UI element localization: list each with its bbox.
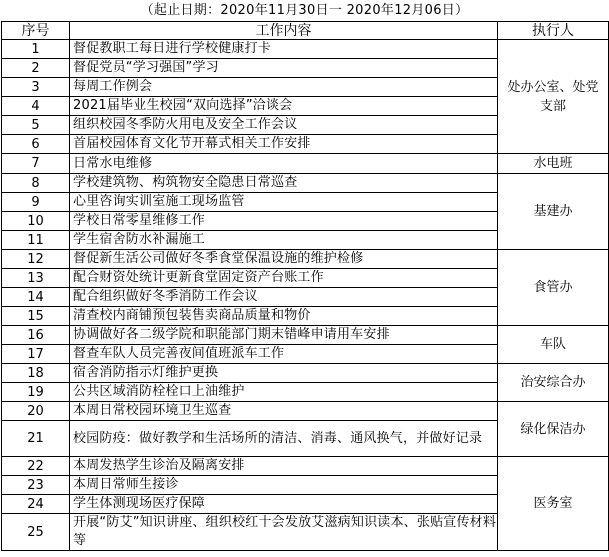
row-task: 协调做好各二级学院和职能部门期末错峰申请用车安排 bbox=[70, 326, 498, 345]
date-range-caption: （起止日期：2020年11月30日一 2020年12月06日） bbox=[140, 3, 469, 18]
row-task: 宿舍消防指示灯维护更换 bbox=[70, 364, 498, 383]
row-task: 本周日常校园环境卫生巡查 bbox=[70, 402, 498, 421]
row-number: 3 bbox=[2, 78, 70, 97]
row-number: 5 bbox=[2, 116, 70, 135]
row-task: 本周日常师生接诊 bbox=[70, 476, 498, 495]
header-row bbox=[2, 22, 609, 40]
owner-cell: 医务室 bbox=[498, 457, 609, 551]
row-number: 17 bbox=[2, 345, 70, 364]
row-task: 2021届毕业生校园“双向选择”洽谈会 bbox=[70, 97, 498, 116]
row-number: 11 bbox=[2, 231, 70, 250]
row-number: 19 bbox=[2, 383, 70, 402]
owner-cell: 水电班 bbox=[498, 154, 609, 174]
owner-cell: 治安综合办 bbox=[498, 364, 609, 402]
row-number: 2 bbox=[2, 59, 70, 78]
row-number: 6 bbox=[2, 135, 70, 154]
row-number: 13 bbox=[2, 269, 70, 288]
row-number: 18 bbox=[2, 364, 70, 383]
header-serial-number: 序号 bbox=[2, 22, 70, 40]
row-number: 20 bbox=[2, 402, 70, 421]
row-task: 日常水电维修 bbox=[70, 154, 498, 174]
row-number: 23 bbox=[2, 476, 70, 495]
row-task: 心里咨询实训室施工现场监管 bbox=[70, 193, 498, 212]
table-row bbox=[2, 154, 609, 174]
owner-cell: 车队 bbox=[498, 326, 609, 364]
owner-cell: 基建办 bbox=[498, 174, 609, 250]
row-task: 学校日常零星维修工作 bbox=[70, 212, 498, 231]
table-row bbox=[2, 457, 609, 476]
row-number: 16 bbox=[2, 326, 70, 345]
row-task: 督促教职工每日进行学校健康打卡 bbox=[70, 40, 498, 59]
row-task: 学校建筑物、构筑物安全隐患日常巡查 bbox=[70, 174, 498, 193]
owner-cell: 绿化保洁办 bbox=[498, 402, 609, 457]
row-number: 24 bbox=[2, 495, 70, 514]
table-row bbox=[2, 402, 609, 421]
row-number: 12 bbox=[2, 250, 70, 269]
row-task: 配合组织做好冬季消防工作会议 bbox=[70, 288, 498, 307]
row-task: 每周工作例会 bbox=[70, 78, 498, 97]
header-executor: 执行人 bbox=[498, 22, 609, 40]
row-number: 15 bbox=[2, 307, 70, 326]
row-task: 督促新生活公司做好冬季食堂保温设施的维护检修 bbox=[70, 250, 498, 269]
row-task: 组织校园冬季防火用电及安全工作会议 bbox=[70, 116, 498, 135]
row-task: 首届校园体育文化节开幕式相关工作安排 bbox=[70, 135, 498, 154]
row-number: 9 bbox=[2, 193, 70, 212]
table-row bbox=[2, 174, 609, 193]
row-number: 4 bbox=[2, 97, 70, 116]
row-number: 21 bbox=[2, 421, 70, 457]
row-task: 学生体测现场医疗保障 bbox=[70, 495, 498, 514]
row-task: 学生宿舍防水补漏施工 bbox=[70, 231, 498, 250]
row-task: 开展“防艾”知识讲座、组织校红十会发放艾滋病知识读本、张贴宣传材料等 bbox=[70, 514, 498, 551]
work-schedule-table bbox=[1, 21, 609, 551]
row-number: 25 bbox=[2, 514, 70, 551]
table-row bbox=[2, 40, 609, 59]
row-number: 10 bbox=[2, 212, 70, 231]
row-task: 校园防疫：做好教学和生活场所的清洁、消毒、通风换气，并做好记录 bbox=[70, 421, 498, 457]
table-row bbox=[2, 326, 609, 345]
row-number: 14 bbox=[2, 288, 70, 307]
owner-cell: 食管办 bbox=[498, 250, 609, 326]
row-task: 清查校内商铺预包装售卖商品质量和物价 bbox=[70, 307, 498, 326]
row-task: 本周发热学生诊治及隔离安排 bbox=[70, 457, 498, 476]
row-number: 8 bbox=[2, 174, 70, 193]
row-number: 7 bbox=[2, 154, 70, 174]
header-work-content: 工作内容 bbox=[70, 22, 498, 40]
row-task: 督促党员“学习强国”学习 bbox=[70, 59, 498, 78]
row-task: 督查车队人员完善夜间值班派车工作 bbox=[70, 345, 498, 364]
owner-cell: 处办公室、处党支部 bbox=[498, 40, 609, 154]
table-row bbox=[2, 250, 609, 269]
row-task: 公共区域消防栓栓口上油维护 bbox=[70, 383, 498, 402]
table-row bbox=[2, 364, 609, 383]
row-task: 配合财资处统计更新食堂固定资产台账工作 bbox=[70, 269, 498, 288]
row-number: 22 bbox=[2, 457, 70, 476]
row-number: 1 bbox=[2, 40, 70, 59]
